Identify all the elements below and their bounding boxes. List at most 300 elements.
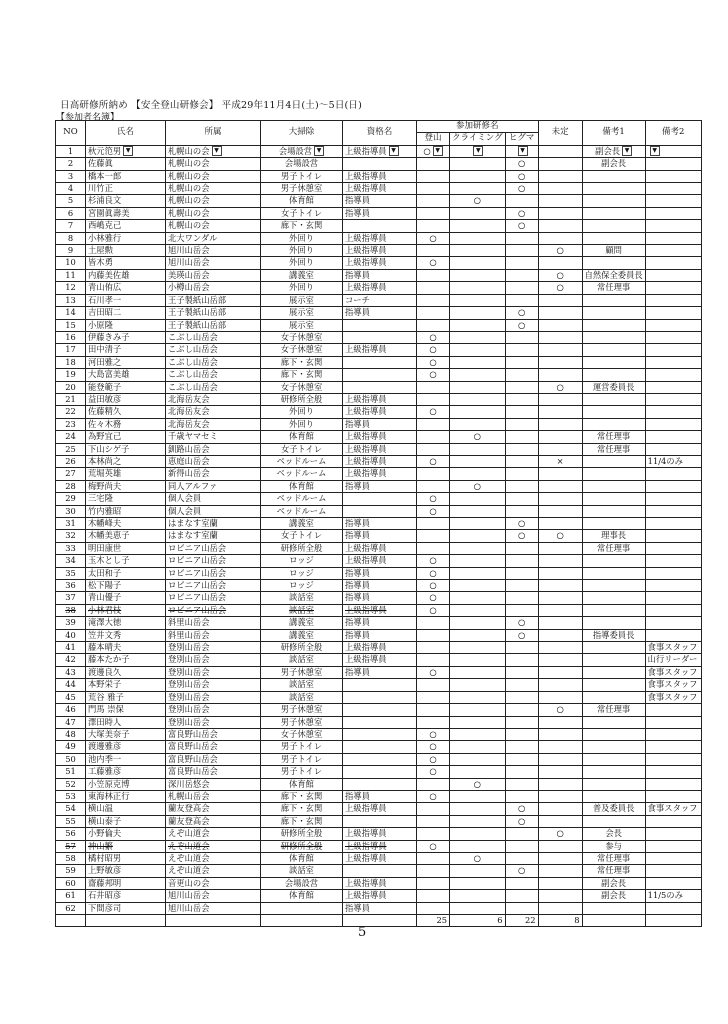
row-cleaning: 廊下・玄関 — [261, 356, 343, 368]
total-undecided: 8 — [538, 915, 582, 927]
row-tozan: ○ — [417, 356, 450, 368]
row-undecided — [538, 518, 582, 530]
row-no: 52 — [56, 778, 86, 790]
total-higuma: 22 — [505, 915, 538, 927]
row-note1: 副会長 — [582, 890, 645, 902]
row-note1 — [582, 617, 645, 629]
row-affiliation: 旭川山岳会 — [166, 257, 261, 269]
row-higuma[interactable] — [505, 145, 538, 157]
row-affiliation: 北海岳友会 — [166, 418, 261, 430]
row-cleaning: 男子トイレ — [261, 170, 343, 182]
row-note2 — [645, 604, 701, 616]
row-cleaning: 談話室 — [261, 691, 343, 703]
row-undecided — [538, 654, 582, 666]
dropdown-arrow-icon[interactable]: ▼ — [518, 146, 528, 156]
row-tozan — [417, 207, 450, 219]
row-climbing[interactable] — [450, 145, 506, 157]
row-cleaning: 男子トイレ — [261, 741, 343, 753]
row-no: 48 — [56, 728, 86, 740]
row-no: 32 — [56, 530, 86, 542]
row-climbing — [450, 468, 506, 480]
row-note1 — [582, 393, 645, 405]
row-cleaning: 女子トイレ — [261, 443, 343, 455]
row-no: 59 — [56, 865, 86, 877]
row-note2 — [645, 741, 701, 753]
table-row — [56, 443, 702, 455]
row-name: 藤本晴夫 — [86, 642, 166, 654]
row-undecided: ○ — [538, 282, 582, 294]
dropdown-arrow-icon[interactable]: ▼ — [123, 146, 133, 156]
row-name: 神山繁 — [86, 840, 166, 852]
row-tozan — [417, 890, 450, 902]
row-climbing — [450, 728, 506, 740]
table-row — [56, 493, 702, 505]
row-tozan — [417, 381, 450, 393]
row-higuma — [505, 431, 538, 443]
table-row — [56, 654, 702, 666]
row-qualification: 上級指導員 — [343, 604, 417, 616]
row-undecided — [538, 877, 582, 889]
row-qualification: 上級指導員 — [343, 840, 417, 852]
row-name: 杉浦良文 — [86, 195, 166, 207]
row-affiliation: えぞ山道会 — [166, 865, 261, 877]
row-affiliation: 富良野山岳会 — [166, 741, 261, 753]
row-undecided — [538, 741, 582, 753]
table-row — [56, 679, 702, 691]
row-no: 56 — [56, 828, 86, 840]
table-row — [56, 269, 702, 281]
row-cleaning: 研修所全般 — [261, 840, 343, 852]
row-higuma — [505, 828, 538, 840]
row-affiliation: ロビニア山岳会 — [166, 580, 261, 592]
row-qualification: 指導員 — [343, 580, 417, 592]
row-qualification — [343, 728, 417, 740]
row-affiliation: えぞ山道会 — [166, 840, 261, 852]
row-affiliation: えぞ山道会 — [166, 852, 261, 864]
row-note1: 会長 — [582, 828, 645, 840]
row-qualification: 上級指導員 — [343, 642, 417, 654]
row-cleaning: 女子トイレ — [261, 207, 343, 219]
row-undecided — [538, 629, 582, 641]
dropdown-arrow-icon[interactable]: ▼ — [314, 146, 324, 156]
row-higuma — [505, 555, 538, 567]
row-note2[interactable] — [645, 145, 701, 157]
row-no: 42 — [56, 654, 86, 666]
row-note2 — [645, 232, 701, 244]
row-note1: 常任理事 — [582, 282, 645, 294]
row-note1 — [582, 207, 645, 219]
table-row — [56, 592, 702, 604]
row-undecided — [538, 580, 582, 592]
row-climbing — [450, 790, 506, 802]
document-title: 日高研修所納め 【安全登山研修会】 平成29年11月4日(土)～5日(日) — [60, 100, 363, 111]
row-undecided — [538, 803, 582, 815]
row-cleaning: ベッドルーム — [261, 455, 343, 467]
row-cleaning: 会場設営 — [261, 158, 343, 170]
row-name: 梅野尚夫 — [86, 480, 166, 492]
row-note1 — [582, 505, 645, 517]
row-note1 — [582, 406, 645, 418]
row-note1 — [582, 666, 645, 678]
row-qualification: 上級指導員 — [343, 183, 417, 195]
row-no: 40 — [56, 629, 86, 641]
row-cleaning: 廊下・玄関 — [261, 815, 343, 827]
row-cleaning: 廊下・玄関 — [261, 790, 343, 802]
row-tozan — [417, 542, 450, 554]
row-climbing — [450, 753, 506, 765]
row-tozan — [417, 778, 450, 790]
table-row — [56, 307, 702, 319]
row-tozan: ○ — [417, 840, 450, 852]
row-tozan — [417, 431, 450, 443]
row-affiliation: 登別山岳会 — [166, 642, 261, 654]
table-row — [56, 604, 702, 616]
row-tozan — [417, 480, 450, 492]
row-climbing: ○ — [450, 480, 506, 492]
table-row — [56, 406, 702, 418]
row-affiliation: 登別山岳会 — [166, 716, 261, 728]
row-undecided — [538, 344, 582, 356]
row-note1 — [582, 728, 645, 740]
row-cleaning: 講義室 — [261, 518, 343, 530]
row-undecided — [538, 468, 582, 480]
row-note2 — [645, 518, 701, 530]
dropdown-arrow-icon[interactable]: ▼ — [433, 146, 443, 156]
row-climbing: ○ — [450, 431, 506, 443]
row-note1: 指導委員長 — [582, 629, 645, 641]
row-tozan: ○ — [417, 455, 450, 467]
row-name: 小林君枝 — [86, 604, 166, 616]
row-affiliation: ロビニア山岳会 — [166, 567, 261, 579]
dropdown-arrow-icon[interactable]: ▼ — [473, 146, 483, 156]
row-qualification: 指導員 — [343, 307, 417, 319]
row-cleaning: ロッジ — [261, 580, 343, 592]
table-row — [56, 555, 702, 567]
row-affiliation: 深川岳悠会 — [166, 778, 261, 790]
row-affiliation: 蘭友登高会 — [166, 815, 261, 827]
row-qualification — [343, 158, 417, 170]
row-name: 竹内雅昭 — [86, 505, 166, 517]
row-higuma: ○ — [505, 803, 538, 815]
row-qualification: 指導員 — [343, 269, 417, 281]
row-affiliation: こぶし山岳会 — [166, 369, 261, 381]
row-name: 東海林正行 — [86, 790, 166, 802]
row-tozan: ○ — [417, 580, 450, 592]
row-cleaning: ベッドルーム — [261, 468, 343, 480]
row-undecided: ○ — [538, 704, 582, 716]
row-undecided — [538, 331, 582, 343]
dropdown-arrow-icon[interactable]: ▼ — [389, 146, 399, 156]
row-note2 — [645, 865, 701, 877]
dropdown-arrow-icon[interactable]: ▼ — [650, 146, 660, 156]
row-higuma — [505, 604, 538, 616]
row-name: 益田敏彦 — [86, 393, 166, 405]
table-row — [56, 691, 702, 703]
row-affiliation: 小樽山岳会 — [166, 282, 261, 294]
row-climbing — [450, 604, 506, 616]
row-name: 松下陽子 — [86, 580, 166, 592]
row-undecided: ○ — [538, 530, 582, 542]
row-cleaning: 体育館 — [261, 431, 343, 443]
row-note2 — [645, 716, 701, 728]
row-name: 滝澤大徳 — [86, 617, 166, 629]
row-cleaning: 談話室 — [261, 679, 343, 691]
row-note1 — [582, 790, 645, 802]
row-tozan — [417, 716, 450, 728]
row-cleaning: ロッジ — [261, 555, 343, 567]
row-cleaning: 男子休憩室 — [261, 716, 343, 728]
row-note1 — [582, 480, 645, 492]
row-note1 — [582, 691, 645, 703]
row-higuma: ○ — [505, 815, 538, 827]
row-tozan: ○ — [417, 604, 450, 616]
col-qualification: 資格名 — [343, 121, 417, 146]
table-row — [56, 902, 702, 914]
row-cleaning: 講義室 — [261, 269, 343, 281]
row-affiliation: 旭川山岳会 — [166, 245, 261, 257]
row-higuma — [505, 716, 538, 728]
row-tozan: ○ — [417, 728, 450, 740]
row-name[interactable]: 秋元笵男 ▼ — [86, 145, 166, 157]
row-no: 29 — [56, 493, 86, 505]
row-no: 10 — [56, 257, 86, 269]
row-cleaning[interactable]: 会場設営 ▼ — [261, 145, 343, 157]
table-row — [56, 617, 702, 629]
row-no: 47 — [56, 716, 86, 728]
table-row — [56, 245, 702, 257]
row-climbing — [450, 269, 506, 281]
row-note2 — [645, 331, 701, 343]
row-name: 佐藤精久 — [86, 406, 166, 418]
row-note2 — [645, 629, 701, 641]
row-no: 16 — [56, 331, 86, 343]
row-cleaning — [261, 902, 343, 914]
row-cleaning: 外回り — [261, 282, 343, 294]
row-cleaning: 廊下・玄関 — [261, 369, 343, 381]
row-qualification: 上級指導員 — [343, 654, 417, 666]
row-undecided — [538, 294, 582, 306]
row-note2 — [645, 778, 701, 790]
row-note2 — [645, 158, 701, 170]
row-qualification: 指導員 — [343, 629, 417, 641]
row-cleaning: 男子休憩室 — [261, 666, 343, 678]
row-name: 小林雅行 — [86, 232, 166, 244]
row-higuma — [505, 580, 538, 592]
row-no: 9 — [56, 245, 86, 257]
row-qualification: 指導員 — [343, 790, 417, 802]
table-row — [56, 890, 702, 902]
row-higuma — [505, 790, 538, 802]
table-row — [56, 294, 702, 306]
row-qualification — [343, 815, 417, 827]
row-note2: 11/5のみ — [645, 890, 701, 902]
row-qualification: 指導員 — [343, 207, 417, 219]
row-climbing — [450, 381, 506, 393]
row-affiliation: 登別山岳会 — [166, 666, 261, 678]
row-cleaning: 女子休憩室 — [261, 381, 343, 393]
row-higuma: ○ — [505, 183, 538, 195]
row-qualification: 上級指導員 — [343, 257, 417, 269]
row-higuma — [505, 232, 538, 244]
row-tozan: ○ — [417, 257, 450, 269]
row-name: 能登範子 — [86, 381, 166, 393]
row-no: 30 — [56, 505, 86, 517]
table-row — [56, 505, 702, 517]
row-undecided — [538, 642, 582, 654]
row-note2: 食事スタッフ — [645, 803, 701, 815]
row-name: 澤田時人 — [86, 716, 166, 728]
row-affiliation: 登別山岳会 — [166, 679, 261, 691]
row-higuma — [505, 269, 538, 281]
row-qualification — [343, 716, 417, 728]
row-higuma — [505, 890, 538, 902]
row-tozan — [417, 220, 450, 232]
row-higuma: ○ — [505, 530, 538, 542]
row-climbing — [450, 170, 506, 182]
row-undecided — [538, 307, 582, 319]
table-row — [56, 790, 702, 802]
row-note1: 常任理事 — [582, 431, 645, 443]
col-note1: 備考1 — [582, 121, 645, 146]
row-higuma — [505, 381, 538, 393]
table-row — [56, 195, 702, 207]
table-row — [56, 828, 702, 840]
row-note1 — [582, 319, 645, 331]
row-no: 25 — [56, 443, 86, 455]
row-cleaning: 男子休憩室 — [261, 183, 343, 195]
row-undecided — [538, 852, 582, 864]
row-name: 河田雅之 — [86, 356, 166, 368]
row-undecided — [538, 890, 582, 902]
row-undecided — [538, 617, 582, 629]
row-tozan — [417, 158, 450, 170]
dropdown-arrow-icon[interactable]: ▼ — [622, 146, 632, 156]
row-undecided — [538, 480, 582, 492]
row-cleaning: 体育館 — [261, 195, 343, 207]
row-climbing — [450, 232, 506, 244]
row-higuma — [505, 840, 538, 852]
row-no: 33 — [56, 542, 86, 554]
row-undecided — [538, 220, 582, 232]
row-no: 38 — [56, 604, 86, 616]
row-climbing — [450, 356, 506, 368]
table-row — [56, 331, 702, 343]
row-no: 11 — [56, 269, 86, 281]
row-higuma — [505, 443, 538, 455]
row-note2 — [645, 852, 701, 864]
row-undecided — [538, 207, 582, 219]
col-undecided: 未定 — [538, 121, 582, 146]
row-no: 1 — [56, 145, 86, 157]
row-qualification: 指導員 — [343, 567, 417, 579]
row-cleaning: 研修所全般 — [261, 828, 343, 840]
row-note1[interactable]: 副会長 ▼ — [582, 145, 645, 157]
row-climbing — [450, 518, 506, 530]
row-no: 14 — [56, 307, 86, 319]
row-qualification: 上級指導員 — [343, 890, 417, 902]
row-qualification — [343, 369, 417, 381]
row-undecided — [538, 393, 582, 405]
table-row — [56, 356, 702, 368]
row-no: 60 — [56, 877, 86, 889]
row-qualification: 指導員 — [343, 617, 417, 629]
row-qualification: 上級指導員 — [343, 828, 417, 840]
row-undecided — [538, 145, 582, 157]
row-climbing — [450, 741, 506, 753]
row-note1 — [582, 679, 645, 691]
row-climbing — [450, 183, 506, 195]
row-note2 — [645, 877, 701, 889]
row-name: 渡邊雅彦 — [86, 741, 166, 753]
table-row — [56, 344, 702, 356]
row-name: 横山泰子 — [86, 815, 166, 827]
row-tozan: ○ — [417, 555, 450, 567]
row-no: 36 — [56, 580, 86, 592]
row-qualification — [343, 493, 417, 505]
row-note1 — [582, 902, 645, 914]
row-cleaning: 男子トイレ — [261, 753, 343, 765]
row-name: 横山温 — [86, 803, 166, 815]
row-tozan[interactable]: ○ ▼ — [417, 145, 450, 157]
row-cleaning: 体育館 — [261, 778, 343, 790]
row-note2 — [645, 170, 701, 182]
row-climbing — [450, 331, 506, 343]
dropdown-arrow-icon[interactable]: ▼ — [212, 146, 222, 156]
row-qualification: 指導員 — [343, 592, 417, 604]
table-row — [56, 728, 702, 740]
row-note1 — [582, 741, 645, 753]
row-qualification: 上級指導員 — [343, 431, 417, 443]
row-climbing — [450, 455, 506, 467]
row-higuma — [505, 331, 538, 343]
row-tozan: ○ — [417, 790, 450, 802]
row-higuma — [505, 493, 538, 505]
row-note2 — [645, 493, 701, 505]
row-qualification — [343, 778, 417, 790]
row-affiliation: 北海岳友会 — [166, 393, 261, 405]
row-undecided — [538, 369, 582, 381]
row-climbing — [450, 580, 506, 592]
row-climbing — [450, 902, 506, 914]
row-qualification: 指導員 — [343, 530, 417, 542]
table-row — [56, 815, 702, 827]
row-climbing — [450, 369, 506, 381]
table-row — [56, 840, 702, 852]
row-no: 54 — [56, 803, 86, 815]
row-undecided — [538, 728, 582, 740]
table-row — [56, 567, 702, 579]
row-climbing — [450, 307, 506, 319]
row-note2 — [645, 294, 701, 306]
row-qualification[interactable]: 上級指導員 ▼ — [343, 145, 417, 157]
row-no: 19 — [56, 369, 86, 381]
table-row — [56, 220, 702, 232]
row-no: 45 — [56, 691, 86, 703]
row-name: 橋本一郎 — [86, 170, 166, 182]
row-note1 — [582, 753, 645, 765]
row-climbing — [450, 629, 506, 641]
row-note1 — [582, 183, 645, 195]
row-note2 — [645, 728, 701, 740]
row-no: 23 — [56, 418, 86, 430]
row-note2 — [645, 282, 701, 294]
row-affiliation[interactable]: 札幌山の会 ▼ — [166, 145, 261, 157]
table-row — [56, 518, 702, 530]
row-qualification: 上級指導員 — [343, 393, 417, 405]
row-undecided — [538, 443, 582, 455]
row-higuma — [505, 666, 538, 678]
row-climbing — [450, 207, 506, 219]
